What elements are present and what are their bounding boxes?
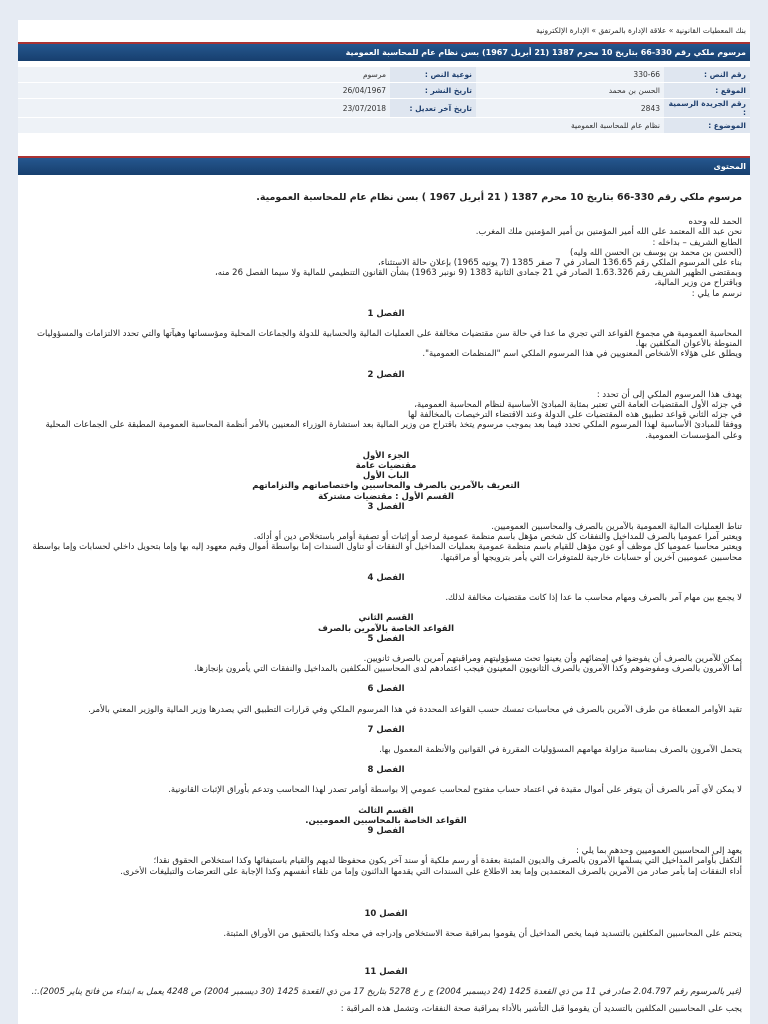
division-title: القسم الثالث: [358, 805, 414, 816]
section-paragraph: ويعتبر محاسبا عموميا كل موظف أو عون مؤهل للقيام باسم منظمة عمومية بعمليات المداخيل أو النفقات أو تناول السندات إما بواسطة أموال وقيم معهود إليه بها وإما بتحويل داخلي لحسابات وإما بواسطة محاسبين عموميين آخرين أو حسابات خارجية للمتوفرات التي يأمر بترويجها أو مراقبتها.: [32, 542, 742, 563]
document-heading: مرسوم ملكي رقم 330-66 بتاريخ 10 محرم 1387 ( 21 أبريل 1967 ) بسن نظام عام للمحاسبة العمومية.: [256, 192, 742, 203]
spacer: [30, 603, 742, 613]
meta-signatory-label: الموقع :: [664, 83, 750, 99]
intro-line: وبمقتضى الظهير الشريف رقم 1.63.326 الصادر في 21 جمادى الثانية 1383 (9 نونبر 1963) بشأن القانون التنظيمي للمالية ولا سيما الفصل 26 منه،: [215, 268, 742, 279]
section-paragraph: تناط العمليات المالية العمومية بالآمرين بالصرف والمحاسبين العموميين.: [491, 522, 742, 533]
spacer: [30, 512, 742, 522]
section-title: الفصل 6: [367, 684, 405, 695]
amendment-note: (غير بالمرسوم رقم 2.04.797 صادر في 11 من ذي القعدة 1425 (24 ديسمبر 2004) ج ر ع 5278 بتاريخ 17 من ذي القعدة 1425 (30 ديسمبر 2004) ص 4248 يعمل به ابتداء من فاتح يناير 2005).:.: [31, 987, 742, 998]
section-paragraph: في جزئه الأول المقتضيات العامة التي تعتبر بمثابة المبادئ الأساسية لنظام المحاسبة العمومية،: [414, 400, 742, 411]
division-title: القسم الثاني: [358, 613, 414, 624]
intro-line: نرسم ما يلي :: [691, 288, 742, 299]
section-title: الفصل 8: [367, 765, 405, 776]
section-paragraph: يمكن للآمرين بالصرف أن يفوضوا في إمضائهم وأن يعينوا تحت مسؤوليتهم ومراقبتهم آمرين بالصرف ثانويين.: [363, 653, 742, 664]
spacer: [30, 877, 742, 899]
intro-line: الحمد لله وحده: [688, 217, 742, 228]
division-subtitle: القواعد الخاصة بالمحاسبين العموميين.: [305, 815, 467, 826]
breadcrumb-separator: »: [666, 26, 676, 35]
spacer: [30, 836, 742, 846]
division-subtitle: القواعد الخاصة بالآمرين بالصرف: [317, 623, 455, 634]
section-paragraph: أداء النفقات إما بأمر صادر من الآمرين بالصرف المعتمدين وإما بعد الاطلاع على السندات التي يقدمها الدائنون وإما من تلقاء أنفسهم وكذا الإجابة على التعرضات والتبليغات الأخرى.: [120, 866, 742, 877]
section-paragraph: المحاسبة العمومية هي مجموع القواعد التي تجري ما عدا في حالة سن مقتضيات مخالفة على العمليات المالية والحسابية للدولة والجماعات المحلية ومؤسساتها وهيآتها والتي تحدد الالتزامات والمسؤوليات المنوطة بالأعوان المكلفين بها.: [37, 329, 742, 350]
section-title: الفصل 3: [367, 501, 405, 512]
section-title: الفصل 4: [367, 572, 405, 583]
chapter-title: الباب الأول: [362, 471, 410, 482]
content-bar: المحتوى: [18, 156, 750, 175]
section-paragraph: يهدف هذا المرسوم الملكي إلى أن تحدد :: [596, 389, 742, 400]
intro-line: نحن عبد الله المعتمد على الله أمير المؤمنين بن أمير المؤمنين ملك المغرب.: [475, 227, 742, 238]
section-paragraph: لا يجمع بين مهام آمر بالصرف ومهام محاسب ما عدا إذا كانت مقتضيات مخالفة لذلك.: [445, 593, 742, 604]
document-content: [18, 175, 750, 1014]
section-title: الفصل 1: [367, 308, 405, 319]
meta-publish-date: 26/04/1967: [18, 83, 390, 99]
meta-modified-date: 23/07/2018: [18, 99, 390, 118]
section-paragraph: يتحتم على المحاسبين المكلفين بالتسديد فيما يخص المداخيل أن يقوموا بمراقبة صحة الاستخلاص وإدراجه في محله وكذا بالتحقيق من الأوراق المثبتة.: [223, 928, 742, 939]
spacer: [30, 939, 742, 957]
section-title: الفصل 11: [364, 967, 408, 978]
section-paragraph: التكفل بأوامر المداخيل التي يسلمها الآمرون بالصرف والديون المثبتة بعقدة أو رسم ملكية أو سند آخر يكون محفوظا لديهم والقيام باستيفائها وكذا استخلاص الحقوق نقدا؛: [153, 856, 742, 867]
part-subtitle: مقتضيات عامة: [355, 461, 417, 472]
breadcrumb-separator: »: [589, 26, 599, 35]
section-title: الفصل 9: [367, 825, 405, 836]
section-title: الفصل 10: [364, 908, 408, 919]
breadcrumb-e-admin: الإدارة الإلكترونية: [536, 26, 590, 35]
meta-modified-label: تاريخ آخر تعديل :: [390, 99, 476, 118]
division-title: القسم الأول : مقتضيات مشتركة: [318, 491, 454, 502]
meta-empty-cell: [390, 118, 476, 134]
spacer: [18, 134, 750, 156]
section-title: الفصل 7: [367, 724, 405, 735]
breadcrumb: [18, 20, 750, 42]
section-paragraph: أما الآمرون بالصرف ومفوضوهم وكذا الآمرون بالصرف الثانويون المعينون فيجب اعتمادهم لدى المحاسبين المكلفين بالمداخيل والنفقات التي يأمرون بإنجازها.: [194, 664, 742, 675]
section-paragraph: ووفقا للمبادئ الأساسية لهذا المرسوم الملكي تحدد فيما بعد بموجب مرسوم يتخذ باقتراح من وزير المالية بعد استشارة الوزراء المعنيين بالأمر أنظمة المحاسبة العمومية المطبقة على الجماعات المحلية وعلى المؤسسات العمومية.: [45, 420, 742, 441]
spacer: [30, 441, 742, 451]
meta-gazette: 2843: [476, 99, 664, 118]
page-frame: [18, 20, 750, 1024]
section-title: الفصل 2: [367, 369, 405, 380]
intro-line: وباقتراح من وزير المالية،: [654, 278, 742, 289]
section-paragraph: ويطلق على هؤلاء الأشخاص المعنويين في هذا المرسوم الملكي اسم "المنظمات العمومية".: [422, 349, 742, 360]
meta-type-label: نوعية النص :: [390, 67, 476, 83]
section-paragraph: ويعتبر آمرا عموميا بالصرف للمداخيل والنفقات كل شخص مؤهل باسم منظمة عمومية لرصد أو إثبات أو تصفية أوامر باستخلاص دين أو أدائه.: [253, 532, 742, 543]
meta-type: مرسوم: [18, 67, 390, 83]
meta-subject-label: الموضوع :: [664, 118, 750, 134]
intro-line: بناء على المرسوم الملكي رقم 136.65 الصادر في 7 صفر 1385 (7 يونيه 1965) بإعلان حالة الاستثناء،: [378, 258, 742, 269]
breadcrumb-legal-database[interactable]: بنك المعطيات القانونية: [675, 26, 746, 35]
meta-number: 330-66: [476, 67, 664, 83]
section-paragraph: في جزئه الثاني قواعد تطبيق هذه المقتضيات على الدولة وعند الاقتضاء الترخيصات بالمخالفة لها: [408, 410, 742, 421]
section-paragraph: يجب على المحاسبين المكلفين بالتسديد أن يقوموا قبل التأشير بالأداء بمراقبة صحة النفقات، وتشمل هذه المراقبة :: [340, 1003, 742, 1014]
section-paragraph: يتحمل الآمرون بالصرف بمناسبة مزاولة مهامهم المسؤوليات المقررة في القوانين والأنظمة المعمول بها.: [379, 744, 742, 755]
spacer: [30, 644, 742, 654]
section-paragraph: يعهد إلى المحاسبين العموميين وحدهم بما يلي :: [576, 846, 742, 857]
section-title: الفصل 5: [367, 633, 405, 644]
meta-empty-cell: [18, 118, 390, 134]
section-paragraph: تقيد الأوامر المعطاة من طرف الآمرين بالصرف في محاسبات تمسك حسب القواعد المحددة في هذا المرسوم الملكي وفي قرارات التطبيق التي يصدرها وزير المالية والوزير المعني بالأمر.: [88, 704, 742, 715]
document-title-bar: مرسوم ملكي رقم 330-66 بتاريخ 10 محرم 1387 (21 أبريل 1967) بسن نظام عام للمحاسبة العمومية: [18, 42, 750, 61]
intro-line: (الحسن بن محمد بن يوسف بن الحسن الله وليه): [570, 247, 742, 258]
breadcrumb-admin-relation[interactable]: علاقة الإدارة بالمرتفق: [598, 26, 667, 35]
meta-subject: نظام عام للمحاسبة العمومية: [476, 118, 664, 134]
section-paragraph: لا يمكن لأي آمر بالصرف أن يتوفر على أموال مقيدة في اعتماد حساب مفتوح لمحاسب عمومي إلا بواسطة أوامر تصدر لهذا المحاسب وتدعم بأوراق الإثبات القانونية.: [168, 785, 742, 796]
meta-gazette-label: رقم الجريدة الرسمية :: [664, 99, 750, 118]
chapter-subtitle: التعريف بالآمرين بالصرف والمحاسبين واختصاصاتهم والتزاماتهم: [252, 481, 520, 492]
meta-publish-label: تاريخ النشر :: [390, 83, 476, 99]
intro-line: الطابع الشريف – بداخله :: [652, 237, 742, 248]
meta-signatory: الحسن بن محمد: [476, 83, 664, 99]
metadata-table: [18, 67, 750, 134]
meta-number-label: رقم النص :: [664, 67, 750, 83]
part-title: الجزء الأول: [362, 450, 410, 461]
spacer: [30, 796, 742, 806]
